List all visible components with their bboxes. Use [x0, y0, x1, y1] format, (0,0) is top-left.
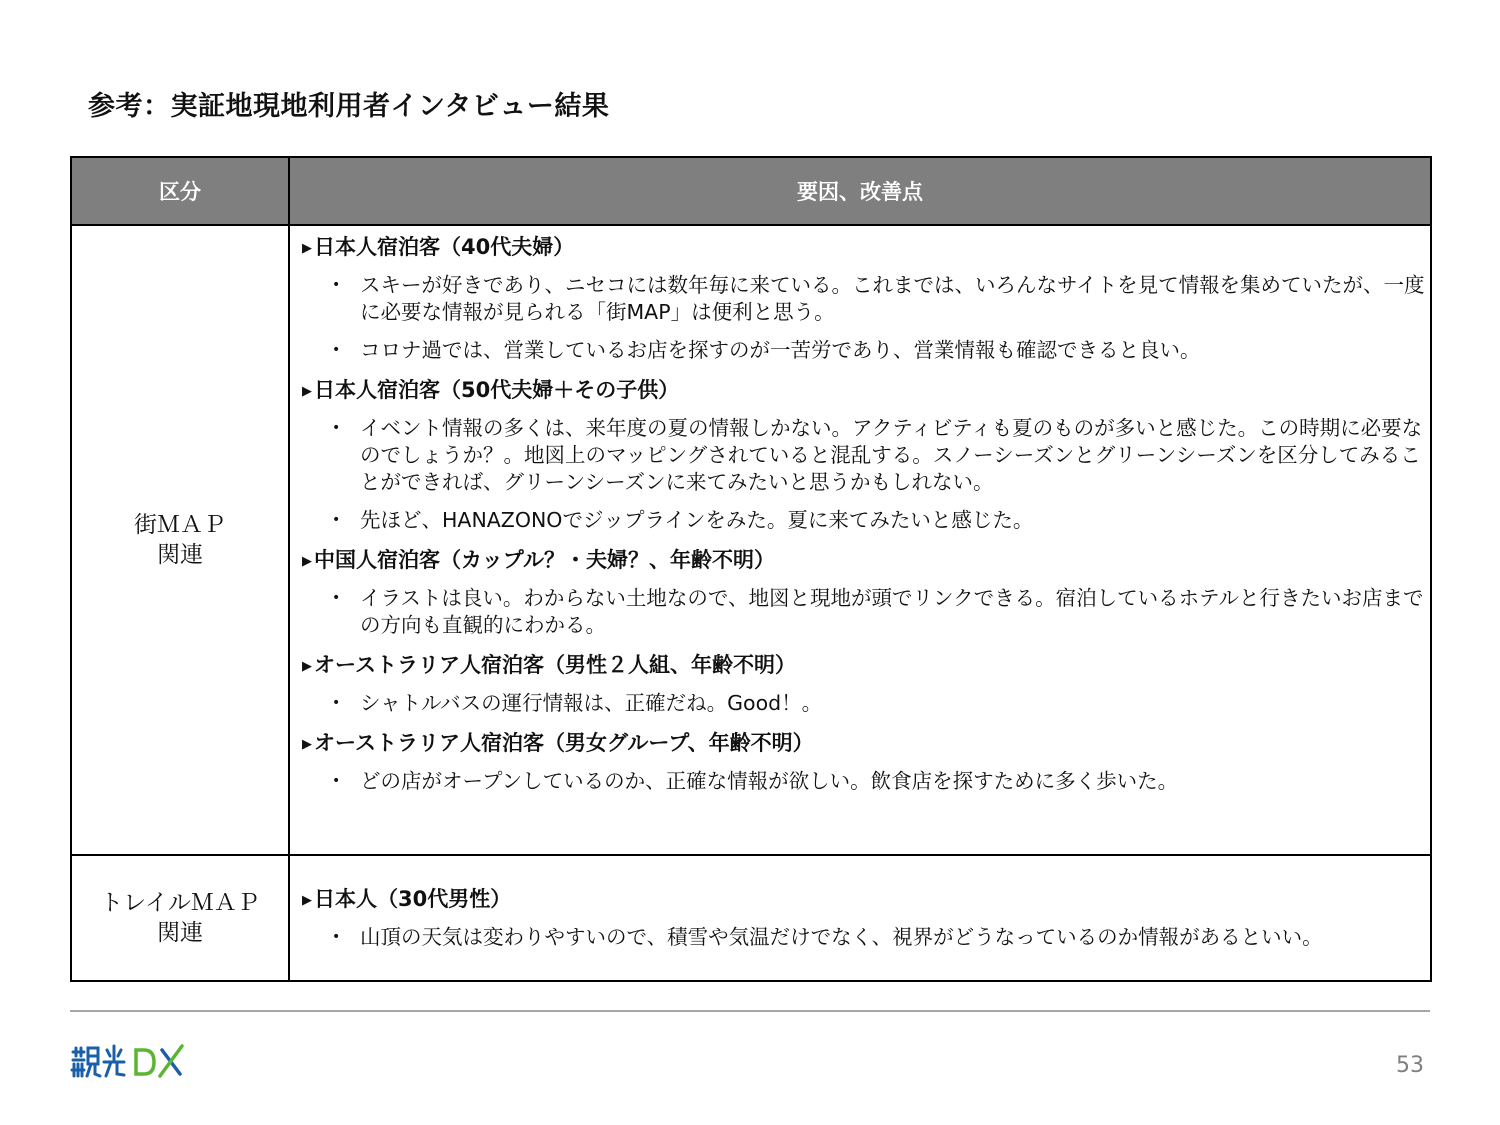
comment-text: イベント情報の多くは、来年度の夏の情報しかない。アクティビティも夏のものが多いと感じた。この時期に必要なのでしょうか？。地図上のマッピングされていると混乱する。スノーシーズンとグリーンシーズンを区分してみることができれば、グリーンシーズンに来てみたいと思うかもしれない。: [360, 416, 1423, 494]
list-item: [302, 507, 1426, 534]
group-heading: [302, 232, 1426, 264]
list-item: [302, 924, 1426, 951]
list-item: [302, 415, 1426, 496]
triangle-right-icon: ▶: [302, 384, 312, 399]
bullet-dot-icon: •: [332, 420, 341, 436]
page-number: 53: [1396, 1053, 1424, 1078]
factors-cell: [289, 225, 1431, 855]
header-category: 区分: [71, 157, 289, 225]
list-item: [302, 768, 1426, 795]
triangle-right-icon: ▶: [302, 737, 312, 752]
category-label: 関連: [157, 920, 203, 946]
triangle-right-icon: ▶: [302, 241, 312, 256]
bullet-dot-icon: •: [332, 277, 341, 293]
list-item: [302, 272, 1426, 326]
table-header-row: [71, 157, 1431, 225]
interview-table: [70, 156, 1432, 982]
header-factors: 要因、改善点: [289, 157, 1431, 225]
category-cell: [71, 225, 289, 855]
group-heading-text: 日本人（30代男性）: [314, 887, 512, 911]
group-heading-text: オーストラリア人宿泊客（男女グループ、年齢不明）: [314, 731, 814, 755]
factors-cell: [289, 855, 1431, 981]
comment-text: スキーが好きであり、ニセコには数年毎に来ている。これまでは、いろんなサイトを見て情報を集めていたが、一度に必要な情報が見られる「街MAP」は便利と思う。: [360, 273, 1425, 324]
comment-text: 先ほど、HANAZONOでジップラインをみた。夏に来てみたいと感じた。: [360, 508, 1034, 532]
group-heading: [302, 545, 1426, 577]
triangle-right-icon: ▶: [302, 893, 312, 908]
list-item: [302, 337, 1426, 364]
comment-list: [302, 585, 1426, 639]
category-cell: [71, 855, 289, 981]
comment-list: [302, 924, 1426, 951]
comment-text: シャトルバスの運行情報は、正確だね。Good！。: [360, 691, 823, 715]
group-heading: [302, 375, 1426, 407]
triangle-right-icon: ▶: [302, 554, 312, 569]
group-heading-text: 日本人宿泊客（40代夫婦）: [314, 235, 575, 259]
comment-text: イラストは良い。わからない土地なので、地図と現地が頭でリンクできる。宿泊しているホテルと行きたいお店までの方向も直観的にわかる。: [360, 586, 1424, 637]
comment-list: [302, 415, 1426, 534]
bullet-dot-icon: •: [332, 342, 341, 358]
table-row-town-map: [71, 225, 1431, 855]
comment-list: [302, 690, 1426, 717]
group-heading: [302, 884, 1426, 916]
bullet-dot-icon: •: [332, 512, 341, 528]
group-heading: [302, 650, 1426, 682]
group-heading-text: 中国人宿泊客（カップル？・夫婦？、年齢不明）: [314, 548, 775, 572]
comment-text: コロナ過では、営業しているお店を探すのが一苦労であり、営業情報も確認できると良い。: [360, 338, 1201, 362]
category-label: 街ＭＡＰ: [134, 512, 226, 538]
footer-divider: [70, 1010, 1430, 1012]
kanko-dx-logo: [70, 1042, 198, 1082]
bullet-dot-icon: •: [332, 929, 341, 945]
bullet-dot-icon: •: [332, 773, 341, 789]
bullet-dot-icon: •: [332, 590, 341, 606]
group-heading-text: オーストラリア人宿泊客（男性２人組、年齢不明）: [314, 653, 796, 677]
group-heading-text: 日本人宿泊客（50代夫婦＋その子供）: [314, 378, 680, 402]
comment-text: 山頂の天気は変わりやすいので、積雪や気温だけでなく、視界がどうなっているのか情報があるといい。: [360, 925, 1323, 949]
table-row-trail-map: [71, 855, 1431, 981]
bullet-dot-icon: •: [332, 695, 341, 711]
list-item: [302, 585, 1426, 639]
page-title: 参考：実証地現地利用者インタビュー結果: [88, 91, 610, 122]
comment-text: どの店がオープンしているのか、正確な情報が欲しい。飲食店を探すために多く歩いた。: [360, 769, 1179, 793]
category-label: トレイルＭＡＰ: [100, 890, 260, 916]
comment-list: [302, 768, 1426, 795]
list-item: [302, 690, 1426, 717]
triangle-right-icon: ▶: [302, 659, 312, 674]
category-label: 関連: [157, 542, 203, 568]
group-heading: [302, 728, 1426, 760]
comment-list: [302, 272, 1426, 364]
